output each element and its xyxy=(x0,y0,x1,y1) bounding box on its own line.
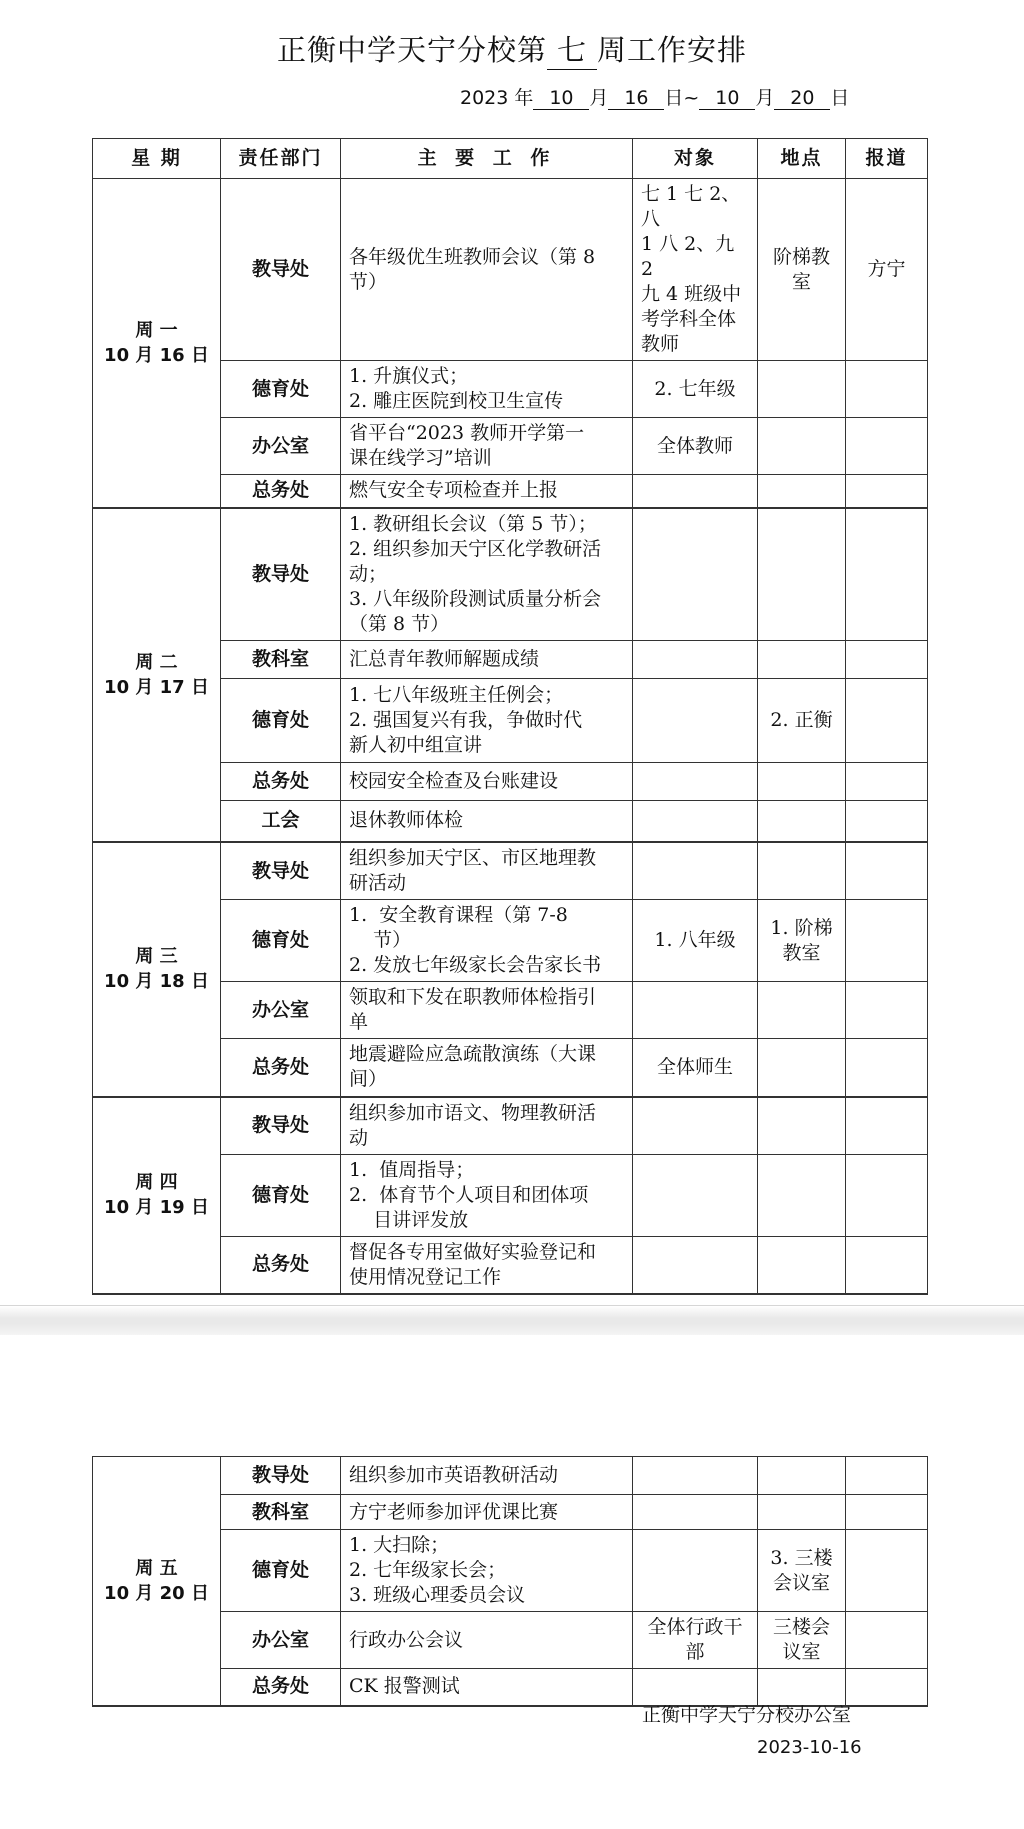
cell-line: 节） xyxy=(349,929,412,951)
location-cell xyxy=(758,475,846,508)
work-cell xyxy=(341,418,633,475)
cell-line: 目讲评发放 xyxy=(349,1208,469,1231)
cell-line: 2. 强国复兴有我，争做时代 xyxy=(349,708,583,731)
page-break xyxy=(0,1305,1024,1337)
dept-cell: 办公室 xyxy=(221,982,341,1039)
date-day-label: 日~ xyxy=(664,87,700,109)
cell-line: 节） xyxy=(349,270,388,293)
cell-line: 课在线学习”培训 xyxy=(349,447,492,469)
report-cell xyxy=(846,1612,928,1669)
dept-cell: 总务处 xyxy=(221,1039,341,1097)
cell-line: 研活动 xyxy=(349,872,407,894)
location-cell xyxy=(758,1154,846,1236)
object-cell xyxy=(633,361,758,418)
cell-line: 组织参加天宁区、市区地理教 xyxy=(349,847,597,869)
object-cell xyxy=(633,179,758,361)
object-cell xyxy=(633,1495,758,1530)
work-cell xyxy=(341,1495,633,1530)
location-cell xyxy=(758,1236,846,1294)
location-cell xyxy=(758,418,846,475)
dept-cell: 总务处 xyxy=(221,1669,341,1706)
report-cell xyxy=(846,982,928,1039)
cell-line: 省平台“2023 教师开学第一 xyxy=(349,422,585,444)
table-row xyxy=(93,842,928,900)
dept-cell: 总务处 xyxy=(221,762,341,800)
table-row xyxy=(93,179,928,361)
footer-organization: 正衡中学天宁分校办公室 xyxy=(642,1704,852,1726)
day-date: 10 月 17 日 xyxy=(104,676,209,698)
header-location: 地点 xyxy=(758,139,846,179)
report-cell xyxy=(846,508,928,641)
dept-cell: 工会 xyxy=(221,800,341,842)
cell-line: 考学科全体 xyxy=(641,308,737,330)
dept-cell: 德育处 xyxy=(221,900,341,982)
day-label: 周 三 xyxy=(135,946,178,968)
cell-line: 2. 发放七年级家长会告家长书 xyxy=(349,954,602,976)
location-cell xyxy=(758,762,846,800)
report-cell xyxy=(846,640,928,678)
cell-line: 单 xyxy=(349,1011,369,1033)
table-row xyxy=(93,1457,928,1495)
dept-cell: 德育处 xyxy=(221,1530,341,1612)
cell-line: 组织参加市英语教研活动 xyxy=(349,1464,559,1486)
work-cell xyxy=(341,900,633,982)
cell-line: 校园安全检查及台账建设 xyxy=(349,769,559,792)
report-cell xyxy=(846,1236,928,1294)
cell-line: 七 1 七 2、八 xyxy=(641,183,741,230)
cell-line: 行政办公会议 xyxy=(349,1628,464,1651)
schedule-table xyxy=(92,138,928,1295)
day-label: 周 五 xyxy=(135,1557,178,1579)
report-cell xyxy=(846,1669,928,1706)
work-cell xyxy=(341,475,633,508)
day-date: 10 月 16 日 xyxy=(104,344,209,366)
cell-line: 燃气安全专项检查并上报 xyxy=(349,479,559,502)
location-cell xyxy=(758,982,846,1039)
object-cell xyxy=(633,640,758,678)
cell-line: 议室 xyxy=(782,1641,821,1663)
work-cell xyxy=(341,678,633,762)
object-cell xyxy=(633,1097,758,1155)
cell-line: 退休教师体检 xyxy=(349,809,464,832)
report-cell xyxy=(846,678,928,762)
footer-date: 2023-10-16 xyxy=(757,1737,862,1758)
location-cell xyxy=(758,1039,846,1097)
cell-line: 全体行政干 xyxy=(647,1616,743,1638)
cell-line: 1. 八年级 xyxy=(654,929,736,951)
work-cell xyxy=(341,1669,633,1706)
object-cell xyxy=(633,900,758,982)
location-cell xyxy=(758,900,846,982)
day-label: 周 一 xyxy=(135,319,178,341)
cell-line: 3. 八年级阶段测试质量分析会 xyxy=(349,587,602,610)
cell-line: 2. 雕庄医院到校卫生宣传 xyxy=(349,390,564,412)
report-cell xyxy=(846,800,928,842)
day-cell xyxy=(93,508,221,843)
location-cell xyxy=(758,640,846,678)
cell-line: 领取和下发在职教师体检指引 xyxy=(349,986,597,1008)
object-cell xyxy=(633,842,758,900)
dept-cell: 教导处 xyxy=(221,1457,341,1495)
header-report: 报道 xyxy=(846,139,928,179)
cell-line: 1. 值周指导； xyxy=(349,1158,475,1181)
object-cell xyxy=(633,678,758,762)
cell-line: 2. 七年级家长会； xyxy=(349,1559,507,1581)
date-start-day: 16 xyxy=(608,87,664,110)
date-end-day: 20 xyxy=(774,87,830,110)
object-cell xyxy=(633,418,758,475)
cell-line: （第 8 节） xyxy=(349,612,450,635)
day-cell xyxy=(93,842,221,1097)
location-cell xyxy=(758,508,846,641)
work-cell xyxy=(341,1530,633,1612)
header-work: 主 要 工 作 xyxy=(341,139,633,179)
location-cell xyxy=(758,1495,846,1530)
cell-line: 2. 正衡 xyxy=(770,708,833,731)
document-page-2 xyxy=(0,1335,1024,1829)
date-end-month: 10 xyxy=(699,87,755,110)
work-cell xyxy=(341,1039,633,1097)
cell-line: 3. 班级心理委员会议 xyxy=(349,1584,526,1606)
cell-line: 2. 体育节个人项目和团体项 xyxy=(349,1183,589,1206)
date-month-label-2: 月 xyxy=(755,87,775,109)
cell-line: 会议室 xyxy=(772,1571,830,1594)
day-label: 周 四 xyxy=(135,1172,178,1193)
cell-line: 新人初中组宣讲 xyxy=(349,733,483,756)
cell-line: 2. 七年级 xyxy=(654,377,736,400)
cell-line: 1. 阶梯 xyxy=(770,916,833,939)
day-cell xyxy=(93,1457,221,1706)
cell-line: 九 4 班级中 xyxy=(641,283,742,305)
cell-line: 地震避险应急疏散演练（大课 xyxy=(349,1043,597,1066)
day-date: 10 月 19 日 xyxy=(104,1197,209,1218)
object-cell xyxy=(633,1039,758,1097)
report-cell xyxy=(846,418,928,475)
report-cell xyxy=(846,1495,928,1530)
cell-line: 督促各专用室做好实验登记和 xyxy=(349,1240,597,1263)
cell-line: 三楼会 xyxy=(772,1616,830,1638)
work-cell xyxy=(341,640,633,678)
cell-line: 3. 三楼 xyxy=(770,1546,833,1569)
dept-cell: 教科室 xyxy=(221,640,341,678)
table-header-row xyxy=(93,139,928,179)
work-cell xyxy=(341,982,633,1039)
dept-cell: 教导处 xyxy=(221,842,341,900)
location-cell xyxy=(758,678,846,762)
object-cell xyxy=(633,762,758,800)
work-cell xyxy=(341,1097,633,1155)
cell-line: 汇总青年教师解题成绩 xyxy=(349,647,540,670)
report-cell xyxy=(846,1530,928,1612)
dept-cell: 德育处 xyxy=(221,1154,341,1236)
object-cell xyxy=(633,1530,758,1612)
work-cell xyxy=(341,361,633,418)
title-week-number: 七 xyxy=(547,28,597,70)
cell-line: 间） xyxy=(349,1068,388,1091)
date-month-label: 月 xyxy=(589,87,609,109)
dept-cell: 德育处 xyxy=(221,678,341,762)
cell-line: 方宁老师参加评优课比赛 xyxy=(349,1500,559,1523)
cell-line: 各年级优生班教师会议（第 8 xyxy=(349,245,596,268)
day-label: 周 二 xyxy=(135,651,178,673)
cell-line: 教室 xyxy=(782,941,821,964)
dept-cell: 办公室 xyxy=(221,418,341,475)
cell-line: 1. 升旗仪式； xyxy=(349,365,469,387)
cell-line: 动 xyxy=(349,1126,369,1149)
table-row xyxy=(93,1097,928,1155)
cell-line: 教师 xyxy=(641,333,680,355)
cell-line: 部 xyxy=(685,1641,705,1663)
day-date: 10 月 20 日 xyxy=(104,1582,209,1604)
cell-line: 动； xyxy=(349,562,388,585)
cell-line: 1. 七八年级班主任例会； xyxy=(349,683,564,706)
object-cell xyxy=(633,982,758,1039)
object-cell xyxy=(633,508,758,641)
report-cell: 方宁 xyxy=(846,179,928,361)
dept-cell: 教科室 xyxy=(221,1495,341,1530)
report-cell xyxy=(846,361,928,418)
dept-cell: 德育处 xyxy=(221,361,341,418)
location-cell xyxy=(758,800,846,842)
day-cell xyxy=(93,1097,221,1294)
header-dept: 责任部门 xyxy=(221,139,341,179)
location-cell xyxy=(758,1457,846,1495)
cell-line: 全体教师 xyxy=(656,434,733,457)
date-range xyxy=(460,83,849,110)
location-cell xyxy=(758,1530,846,1612)
object-cell xyxy=(633,475,758,508)
day-cell xyxy=(93,179,221,508)
page-title xyxy=(0,28,1024,70)
cell-line: 2. 组织参加天宁区化学教研活 xyxy=(349,537,602,560)
cell-line: CK 报警测试 xyxy=(349,1675,460,1698)
dept-cell: 教导处 xyxy=(221,1097,341,1155)
schedule-table-continued xyxy=(92,1456,928,1707)
cell-line: 1 八 2、九 2 xyxy=(641,233,741,280)
work-cell xyxy=(341,1236,633,1294)
work-cell xyxy=(341,508,633,641)
title-prefix: 正衡中学天宁分校第 xyxy=(276,33,547,67)
dept-cell: 教导处 xyxy=(221,508,341,641)
dept-cell: 办公室 xyxy=(221,1612,341,1669)
location-cell xyxy=(758,842,846,900)
cell-line: 1. 安全教育课程（第 7-8 xyxy=(349,904,568,926)
object-cell xyxy=(633,800,758,842)
object-cell xyxy=(633,1154,758,1236)
location-cell xyxy=(758,1097,846,1155)
work-cell xyxy=(341,800,633,842)
report-cell xyxy=(846,1457,928,1495)
cell-line: 1. 教研组长会议（第 5 节）； xyxy=(349,512,597,535)
work-cell xyxy=(341,842,633,900)
work-cell xyxy=(341,1457,633,1495)
date-year: 2023 年 xyxy=(460,87,534,109)
dept-cell: 教导处 xyxy=(221,179,341,361)
cell-line: 1. 大扫除； xyxy=(349,1534,450,1556)
date-end-label: 日 xyxy=(830,87,850,109)
cell-line: 使用情况登记工作 xyxy=(349,1265,502,1288)
cell-line: 阶梯教 xyxy=(772,245,830,268)
day-date: 10 月 18 日 xyxy=(104,971,209,993)
cell-line: 室 xyxy=(791,270,811,293)
object-cell xyxy=(633,1457,758,1495)
location-cell xyxy=(758,1612,846,1669)
object-cell xyxy=(633,1612,758,1669)
object-cell xyxy=(633,1236,758,1294)
dept-cell: 总务处 xyxy=(221,475,341,508)
location-cell xyxy=(758,179,846,361)
cell-line: 全体师生 xyxy=(656,1055,733,1078)
report-cell xyxy=(846,900,928,982)
work-cell xyxy=(341,1612,633,1669)
location-cell xyxy=(758,361,846,418)
title-suffix: 周工作安排 xyxy=(597,33,748,67)
date-start-month: 10 xyxy=(533,87,589,110)
work-cell xyxy=(341,179,633,361)
work-cell xyxy=(341,1154,633,1236)
work-cell xyxy=(341,762,633,800)
report-cell xyxy=(846,1097,928,1155)
report-cell xyxy=(846,842,928,900)
cell-line: 组织参加市语文、物理教研活 xyxy=(349,1101,597,1124)
report-cell xyxy=(846,1039,928,1097)
report-cell xyxy=(846,475,928,508)
header-day: 星 期 xyxy=(93,139,221,179)
dept-cell: 总务处 xyxy=(221,1236,341,1294)
table-row xyxy=(93,508,928,641)
report-cell xyxy=(846,1154,928,1236)
report-cell xyxy=(846,762,928,800)
header-object: 对象 xyxy=(633,139,758,179)
